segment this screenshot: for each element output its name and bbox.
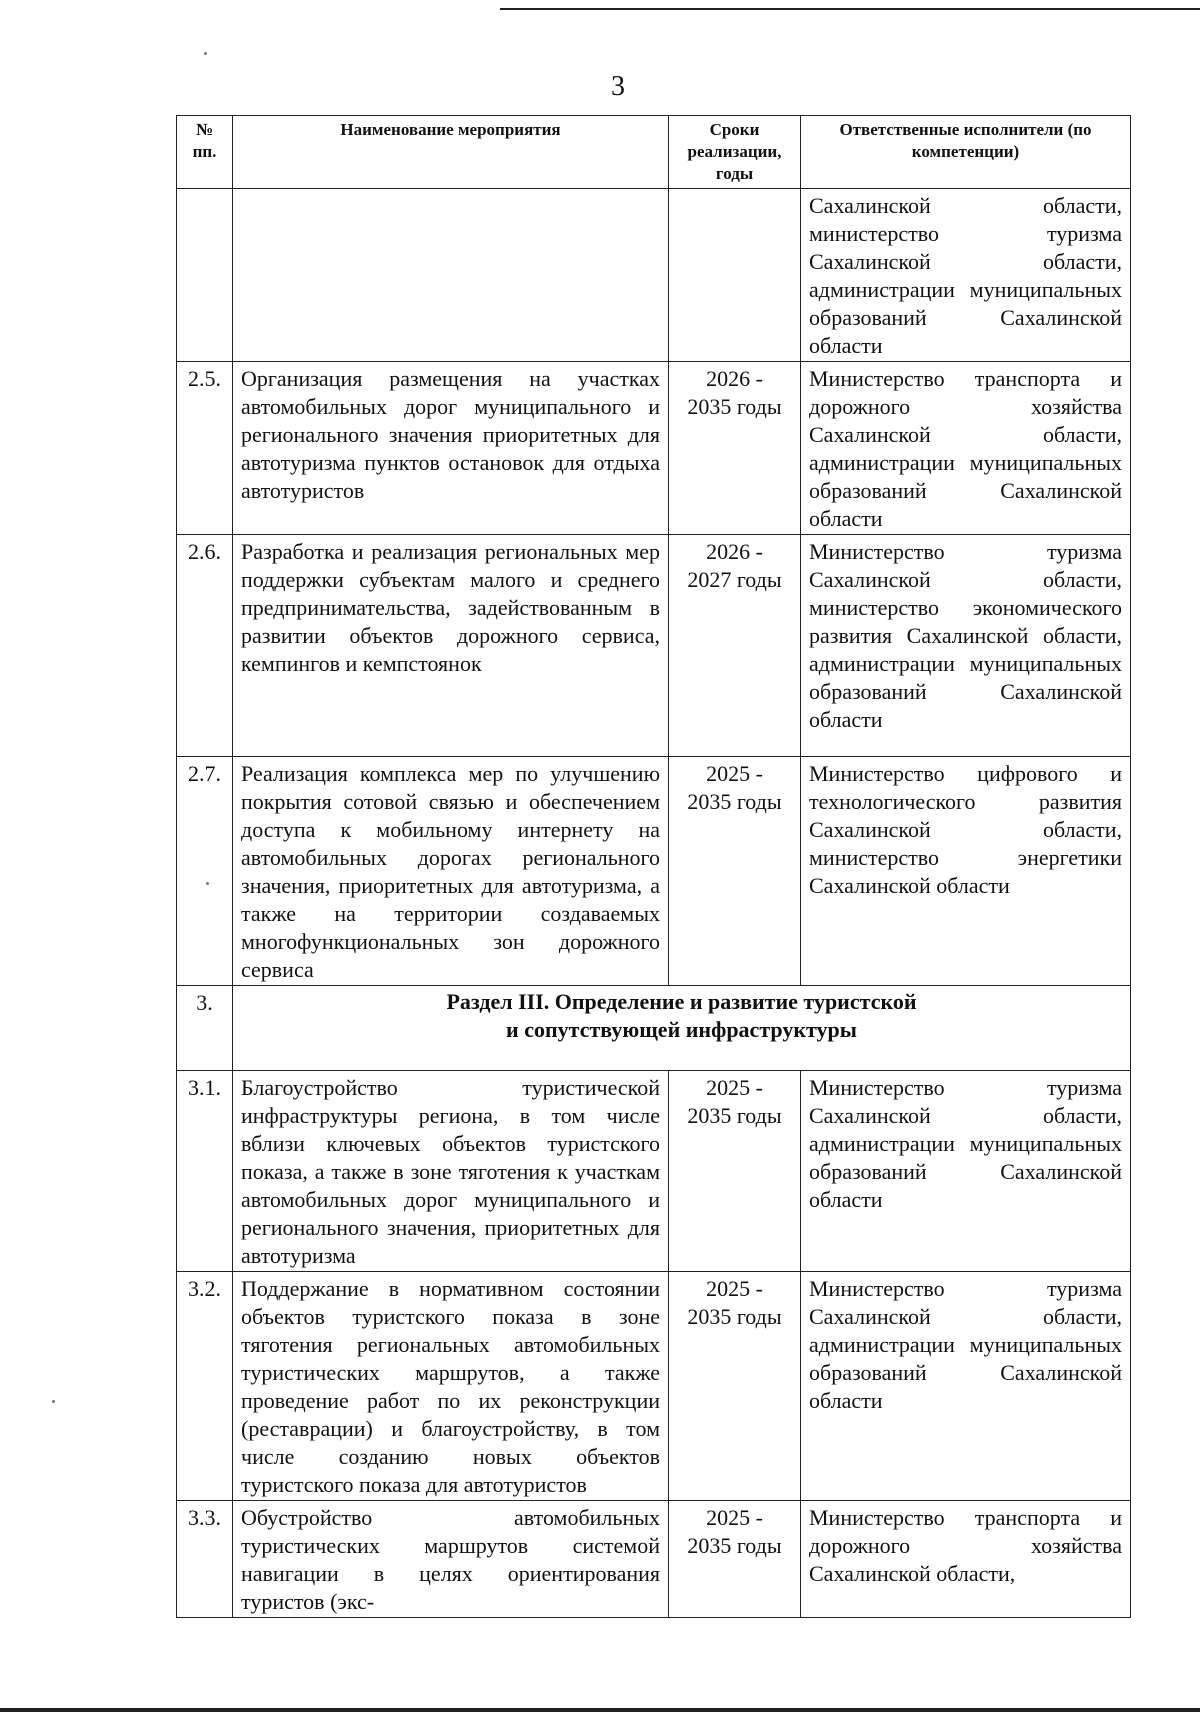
page-number: 3 bbox=[611, 71, 625, 102]
term-to: 2027 годы bbox=[687, 567, 782, 592]
cell-executors: Министерство транспорта и дорожного хозяйства Сахалинской области, администрации муниципальных образований Сахалинской области bbox=[801, 362, 1131, 535]
cell-term bbox=[669, 1071, 801, 1272]
section-title-line: Раздел III. Определение и развитие туристской bbox=[446, 989, 917, 1014]
term-to: 2035 годы bbox=[687, 394, 782, 419]
cell-name bbox=[233, 189, 669, 362]
cell-executors: Министерство туризма Сахалинской области, администрации муниципальных образований Сахалинской области bbox=[801, 1071, 1131, 1272]
header-executors: Ответственные исполнители (по компетенции) bbox=[801, 116, 1131, 189]
term-to: 2035 годы bbox=[687, 1103, 782, 1128]
cell-term bbox=[669, 362, 801, 535]
cell-number: 3.2. bbox=[177, 1272, 233, 1501]
cell-name: Организация размещения на участках автомобильных дорог муниципального и регионального значения приоритетных для автотуризма пунктов остановок для отдыха автотуристов bbox=[233, 362, 669, 535]
section-row bbox=[177, 986, 1131, 1071]
term-to: 2035 годы bbox=[687, 1533, 782, 1558]
term-from: 2025 - bbox=[706, 1075, 763, 1100]
cell-name: Реализация комплекса мер по улучшению покрытия сотовой связью и обеспечением доступа к мобильному интернету на автомобильных дорогах регионального значения, приоритетных для автотуризма, а также на территории создаваемых многофункциональных зон дорожного сервиса bbox=[233, 757, 669, 986]
cell-name: Обустройство автомобильных туристических маршрутов системой навигации в целях ориентирования туристов (экс- bbox=[233, 1501, 669, 1618]
table-row bbox=[177, 362, 1131, 535]
header-number: № пп. bbox=[177, 116, 233, 189]
term-from: 2025 - bbox=[706, 761, 763, 786]
cell-executors: Сахалинской области, министерство туризма Сахалинской области, администрации муниципальных образований Сахалинской области bbox=[801, 189, 1131, 362]
scan-speck bbox=[204, 52, 207, 55]
cell-executors: Министерство туризма Сахалинской области, министерство экономического развития Сахалинской области, администрации муниципальных образований Сахалинской области bbox=[801, 535, 1131, 757]
term-from: 2025 - bbox=[706, 1505, 763, 1530]
cell-term bbox=[669, 1272, 801, 1501]
cell-number: 2.6. bbox=[177, 535, 233, 757]
table-row bbox=[177, 1071, 1131, 1272]
header-name: Наименование мероприятия bbox=[233, 116, 669, 189]
header-term: Сроки реализации, годы bbox=[669, 116, 801, 189]
cell-name: Разработка и реализация региональных мер поддержки субъектам малого и среднего предпринимательства, задействованным в развитии объектов дорожного сервиса, кемпингов и кемпстоянок bbox=[233, 535, 669, 757]
table-row bbox=[177, 1272, 1131, 1501]
cell-number: 3.3. bbox=[177, 1501, 233, 1618]
cell-term bbox=[669, 535, 801, 757]
term-to: 2035 годы bbox=[687, 1304, 782, 1329]
term-from: 2026 - bbox=[706, 539, 763, 564]
table-row bbox=[177, 1501, 1131, 1618]
cell-number: 2.7. bbox=[177, 757, 233, 986]
section-title-line: и сопутствующей инфраструктуры bbox=[506, 1017, 857, 1042]
measures-table bbox=[176, 115, 1131, 1618]
table-row bbox=[177, 757, 1131, 986]
term-from: 2026 - bbox=[706, 366, 763, 391]
cell-number bbox=[177, 189, 233, 362]
table-row-continuation bbox=[177, 189, 1131, 362]
cell-term bbox=[669, 189, 801, 362]
cell-name: Поддержание в нормативном состоянии объектов туристского показа в зоне тяготения региональных автомобильных туристических маршрутов, а также проведение работ по их реконструкции (реставрации) и благоустройству, в том числе созданию новых объектов туристского показа для автотуристов bbox=[233, 1272, 669, 1501]
table-row bbox=[177, 535, 1131, 757]
cell-number: 2.5. bbox=[177, 362, 233, 535]
term-to: 2035 годы bbox=[687, 789, 782, 814]
cell-term bbox=[669, 1501, 801, 1618]
cell-term bbox=[669, 757, 801, 986]
section-number: 3. bbox=[177, 986, 233, 1071]
table-header-row bbox=[177, 116, 1131, 189]
cell-executors: Министерство цифрового и технологического развития Сахалинской области, министерство энергетики Сахалинской области bbox=[801, 757, 1131, 986]
cell-executors: Министерство транспорта и дорожного хозяйства Сахалинской области, bbox=[801, 1501, 1131, 1618]
cell-number: 3.1. bbox=[177, 1071, 233, 1272]
cell-name: Благоустройство туристической инфраструктуры региона, в том числе вблизи ключевых объектов туристского показа, а также в зоне тяготения к участкам автомобильных дорог муниципального и регионального значения, приоритетных для автотуризма bbox=[233, 1071, 669, 1272]
cell-executors: Министерство туризма Сахалинской области, администрации муниципальных образований Сахалинской области bbox=[801, 1272, 1131, 1501]
term-from: 2025 - bbox=[706, 1276, 763, 1301]
scan-edge-top bbox=[500, 8, 1200, 10]
scan-edge-bottom bbox=[0, 1708, 1200, 1712]
scan-speck bbox=[52, 1400, 55, 1403]
section-title bbox=[233, 986, 1131, 1071]
